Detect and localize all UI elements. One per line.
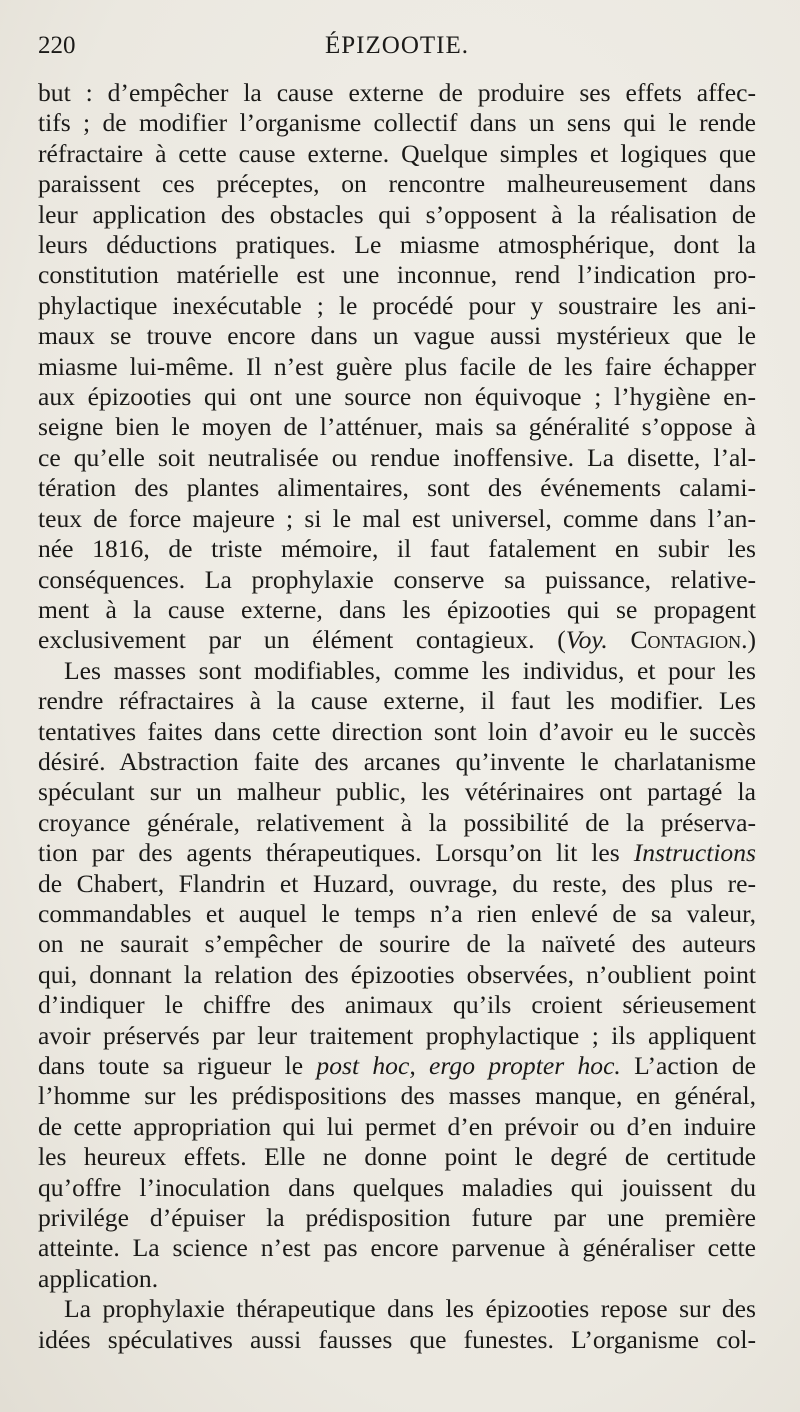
text-line: aux épizooties qui ont une source non équivoque ; l’hygiène en- bbox=[38, 382, 756, 412]
text-line: maux se trouve encore dans un vague aussi mystérieux que le bbox=[38, 321, 756, 351]
text-line: avoir préservés par leur traitement prophylactique ; ils appliquent bbox=[38, 1020, 756, 1050]
text-line: née 1816, de triste mémoire, il faut fatalement en subir les bbox=[38, 534, 756, 564]
text-line: l’homme sur les prédispositions des masses manque, en général, bbox=[38, 1081, 756, 1111]
paragraph-2 bbox=[38, 656, 756, 1295]
cross-reference-contagion: Contagion. bbox=[630, 625, 748, 655]
text-line: qui, donnant la relation des épizooties observées, n’oublient point bbox=[38, 959, 756, 989]
text-line: tifs ; de modifier l’organisme collectif dans un sens qui le rende bbox=[38, 108, 756, 138]
running-title: ÉPIZOOTIE. bbox=[325, 32, 469, 59]
paragraph-1 bbox=[38, 78, 756, 656]
text-line: idées spéculatives aussi fausses que funestes. L’organisme col- bbox=[38, 1324, 756, 1354]
text-line: les heureux effets. Elle ne donne point le degré de certitude bbox=[38, 1142, 756, 1172]
text-line: spéculant sur un malheur public, les vétérinaires ont partagé la bbox=[38, 777, 756, 807]
text-line: de cette appropriation qui lui permet d’en prévoir ou d’en induire bbox=[38, 1111, 756, 1141]
page-number: 220 bbox=[38, 32, 76, 59]
text-fragment: exclusivement par un élément contagieux. ( bbox=[38, 625, 566, 655]
text-line: phylactique inexécutable ; le procédé pour y soustraire les ani- bbox=[38, 290, 756, 320]
text-line: croyance générale, relativement à la possibilité de la préserva- bbox=[38, 807, 756, 837]
text-line: de Chabert, Flandrin et Huzard, ouvrage, du reste, des plus re- bbox=[38, 868, 756, 898]
page-header bbox=[38, 28, 756, 72]
text-fragment: tion par des agents thérapeutiques. Lorsqu’on lit les bbox=[38, 838, 620, 868]
instructions-title: Instructions bbox=[633, 838, 756, 868]
text-fragment: L’action de bbox=[634, 1051, 756, 1080]
text-line: privilége d’épuiser la prédisposition future par une première bbox=[38, 1203, 756, 1233]
paragraph-3 bbox=[38, 1294, 756, 1355]
text-line: d’indiquer le chiffre des animaux qu’ils croient sérieusement bbox=[38, 990, 756, 1020]
text-line: application. bbox=[38, 1263, 159, 1293]
text-line: on ne saurait s’empêcher de sourire de la naïveté des auteurs bbox=[38, 929, 756, 959]
text-line: miasme lui-même. Il n’est guère plus facile de les faire échapper bbox=[38, 351, 756, 381]
voy-abbreviation: Voy. bbox=[565, 625, 608, 655]
text-line-voy bbox=[38, 625, 756, 655]
text-line-posthoc bbox=[38, 1051, 756, 1081]
text-line: La prophylaxie thérapeutique dans les épizooties repose sur des bbox=[64, 1294, 756, 1324]
text-line: ment à la cause externe, dans les épizooties qui se propagent bbox=[38, 594, 756, 624]
text-fragment: ) bbox=[747, 625, 756, 655]
text-line: paraissent ces préceptes, on rencontre malheureusement dans bbox=[38, 169, 756, 199]
text-line: Les masses sont modifiables, comme les individus, et pour les bbox=[64, 655, 756, 685]
text-line: désiré. Abstraction faite des arcanes qu’invente le charlatanisme bbox=[38, 746, 756, 776]
text-line: constitution matérielle est une inconnue, rend l’indication pro- bbox=[38, 260, 756, 290]
text-line: ce qu’elle soit neutralisée ou rendue inoffensive. La disette, l’al- bbox=[38, 442, 756, 472]
text-line: réfractaire à cette cause externe. Quelque simples et logiques que bbox=[38, 138, 756, 168]
text-line-instructions bbox=[38, 838, 756, 868]
text-line: qu’offre l’inoculation dans quelques maladies qui jouissent du bbox=[38, 1172, 756, 1202]
text-line: tération des plantes alimentaires, sont des événements calami- bbox=[38, 473, 756, 503]
text-line: tentatives faites dans cette direction sont loin d’avoir eu le succès bbox=[38, 716, 756, 746]
latin-phrase: post hoc, ergo propter hoc. bbox=[316, 1051, 621, 1080]
text-line: leur application des obstacles qui s’opposent à la réalisation de bbox=[38, 199, 756, 229]
text-line: atteinte. La science n’est pas encore parvenue à généraliser cette bbox=[38, 1233, 756, 1263]
text-fragment: dans toute sa rigueur le bbox=[38, 1051, 304, 1080]
text-line: conséquences. La prophylaxie conserve sa puissance, relative- bbox=[38, 564, 756, 594]
text-line: seigne bien le moyen de l’atténuer, mais sa généralité s’oppose à bbox=[38, 412, 756, 442]
text-line: commandables et auquel le temps n’a rien enlevé de sa valeur, bbox=[38, 898, 756, 928]
text-line: but : d’empêcher la cause externe de produire ses effets affec- bbox=[38, 78, 756, 107]
text-line: rendre réfractaires à la cause externe, il faut les modifier. Les bbox=[38, 686, 756, 716]
body-text bbox=[38, 78, 756, 1355]
text-line: leurs déductions pratiques. Le miasme atmosphérique, dont la bbox=[38, 230, 756, 260]
text-line: teux de force majeure ; si le mal est universel, comme dans l’an- bbox=[38, 503, 756, 533]
